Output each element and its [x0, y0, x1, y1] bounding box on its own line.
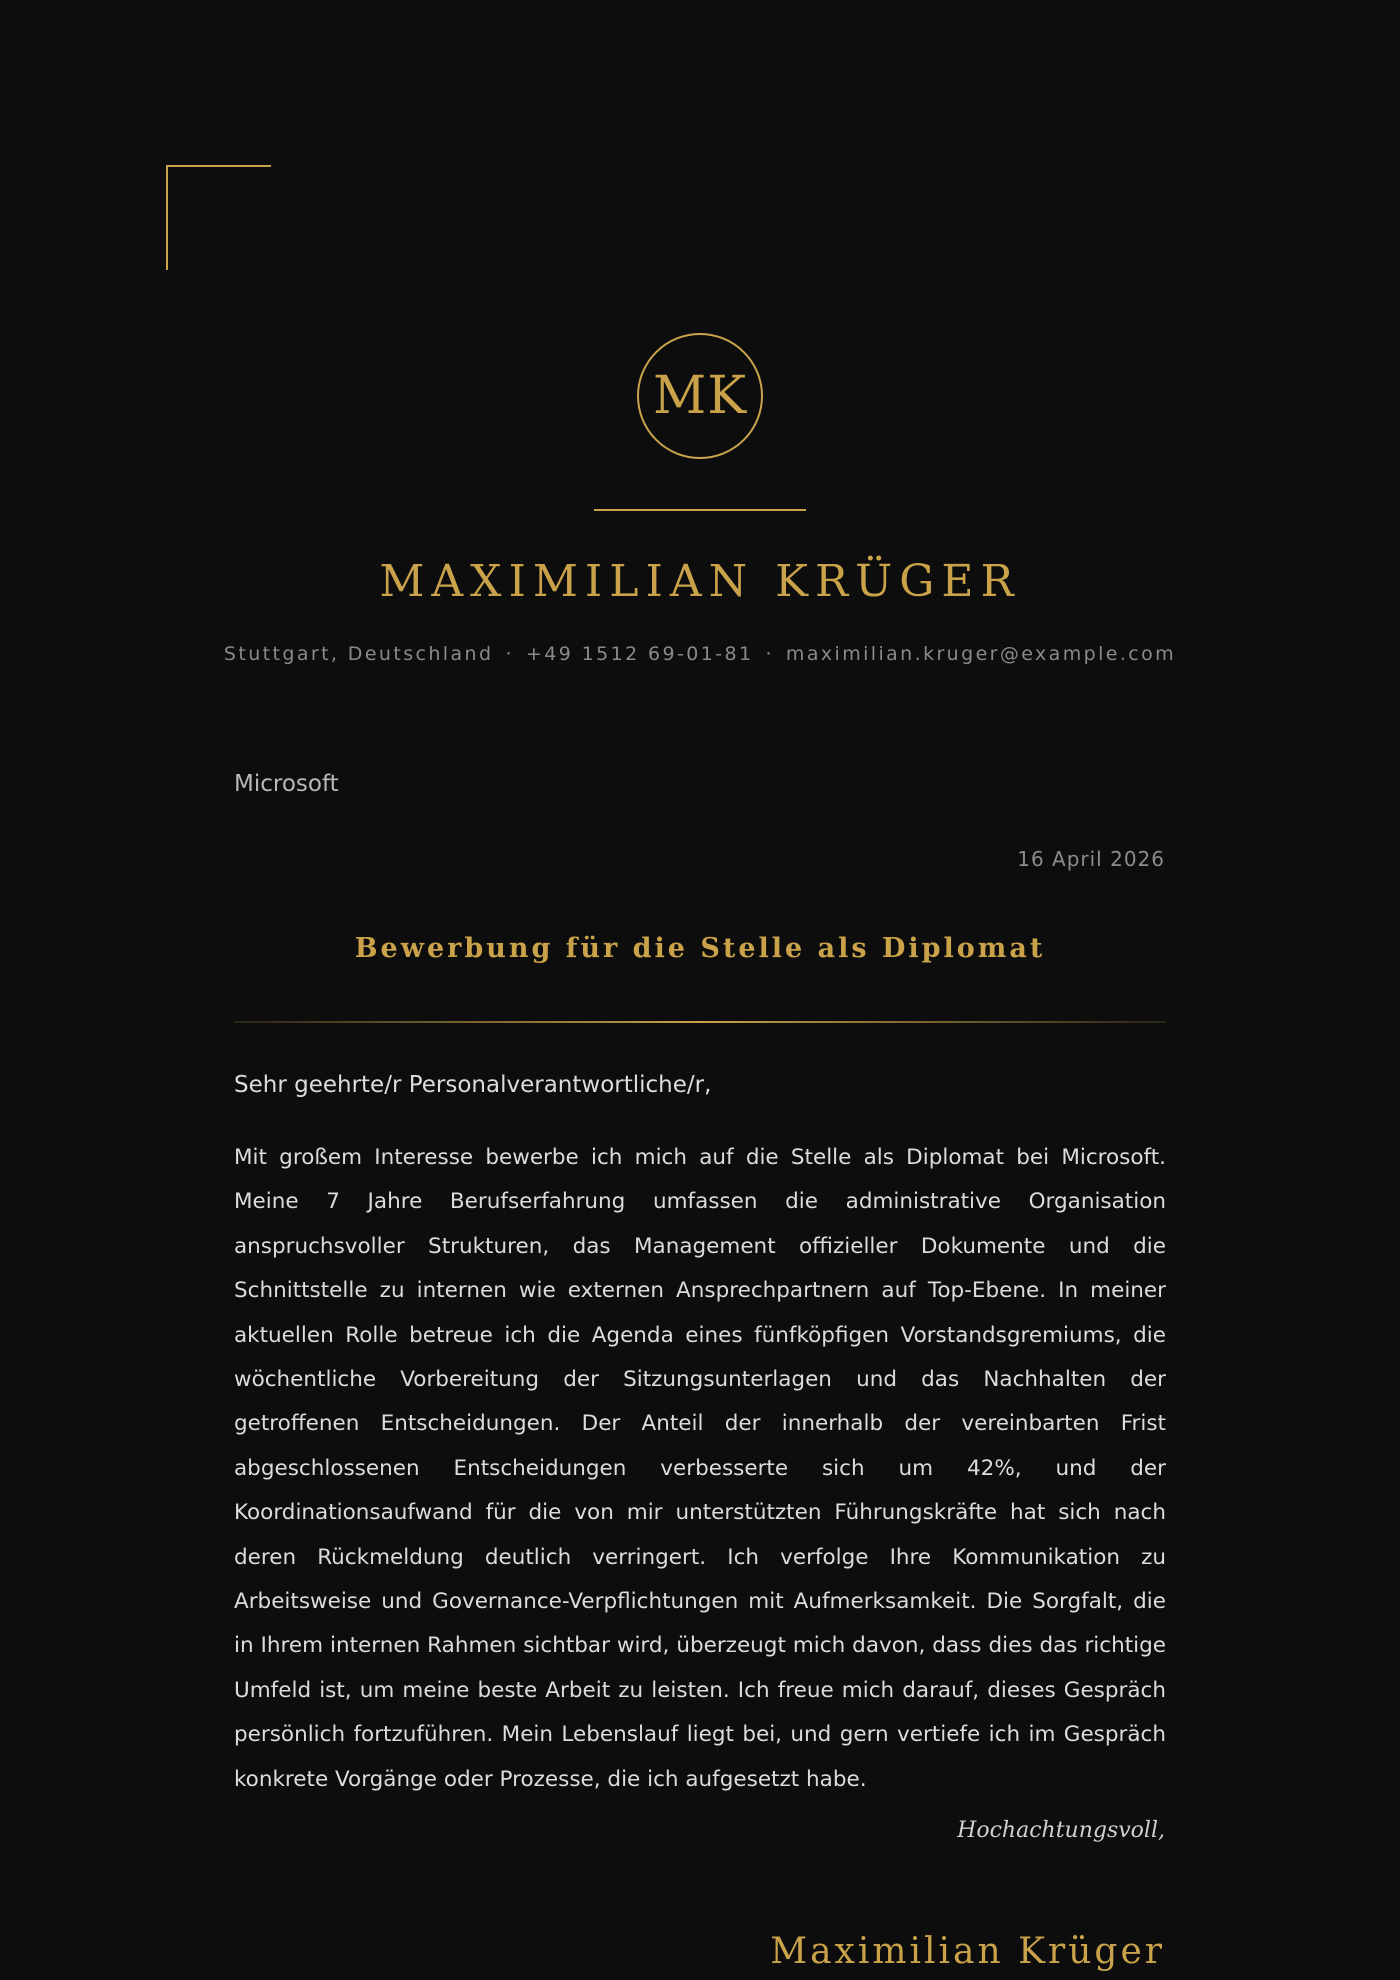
contact-email[interactable]: maximilian.kruger@example.com: [785, 643, 1177, 665]
letter-body: Mit großem Interesse bewerbe ich mich auf die Stelle als Diplomat bei Microsoft. Meine 7 Jahre Berufserfahrung umfassen die administrative Organisation anspruchsvoller Strukturen, das Management offizieller Dokumente und die Schnittstelle zu internen wie externen Ansprechpartnern auf Top-Ebene. In meiner aktuellen Rolle betreue ich die Agenda eines fünfköpfigen Vorstandsgremiums, die wöchentliche Vorbereitung der Sitzungsunterlagen und das Nachhalten der getroffenen Entscheidungen. Der Anteil der innerhalb der vereinbarten Frist abgeschlossenen Entscheidungen verbesserte sich um 42%, und der Koordinationsaufwand für die von mir unterstützten Führungskräfte hat sich nach deren Rückmeldung deutlich verringert. Ich verfolge Ihre Kommunikation zu Arbeitsweise und Governance-Verpflichtungen mit Aufmerksamkeit. Die Sorgfalt, die in Ihrem internen Rahmen sichtbar wird, überzeugt mich davon, dass dies das richtige Umfeld ist, um meine beste Arbeit zu leisten. Ich freue mich darauf, dieses Gespräch persönlich fortzuführen. Mein Lebenslauf liegt bei, und gern vertiefe ich im Gespräch konkrete Vorgänge oder Prozesse, die ich aufgesetzt habe.: [234, 1145, 1166, 1792]
contact-separator: ·: [505, 643, 514, 665]
recipient-company: Microsoft: [234, 771, 339, 797]
contact-line: [0, 643, 1400, 665]
contact-phone[interactable]: +49 1512 69-01-81: [525, 643, 754, 665]
monogram-initials: MK: [652, 366, 748, 426]
header-divider: [594, 509, 806, 511]
subject-divider: [234, 1021, 1166, 1023]
letter-subject: Bewerbung für die Stelle als Diplomat: [354, 933, 1046, 964]
letter-closing: Hochachtungsvoll,: [957, 1818, 1165, 1843]
contact-separator: ·: [765, 643, 774, 665]
corner-ornament: [166, 165, 271, 270]
monogram-badge: [637, 333, 763, 459]
letter-date: 16 April 2026: [1017, 847, 1165, 871]
letter-signature: Maximilian Krüger: [770, 1931, 1165, 1972]
contact-location: Stuttgart, Deutschland: [223, 643, 494, 665]
sender-name: MAXIMILIAN KRÜGER: [379, 556, 1021, 607]
letter-salutation: Sehr geehrte/r Personalverantwortliche/r,: [234, 1072, 712, 1098]
